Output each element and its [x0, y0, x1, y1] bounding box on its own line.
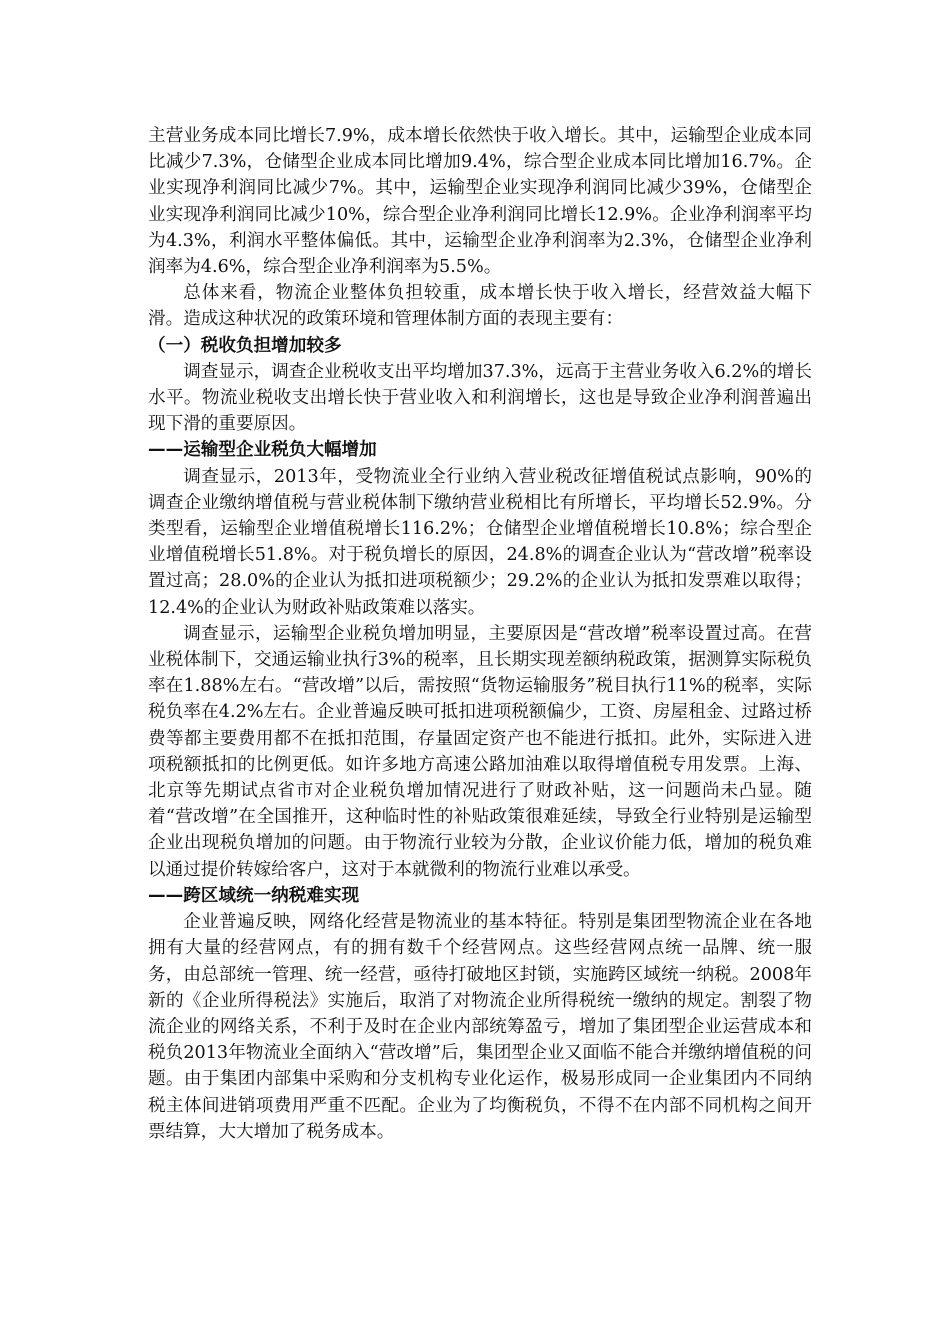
- section-heading-tax-burden: （一）税收负担增加较多: [148, 335, 342, 356]
- subheading-transport-tax: ——运输型企业税负大幅增加: [148, 440, 377, 461]
- document-page: [148, 123, 812, 1145]
- subheading-cross-region-tax: ——跨区域统一纳税难实现: [148, 885, 360, 906]
- paragraph-cost-profit: 主营业务成本同比增长7.9%，成本增长依然快于收入增长。其中，运输型企业成本同比减少7.3%，仓储型企业成本同比增加9.4%，综合型企业成本同比增加16.7%。企业实现净利润同比减少7%。其中，运输型企业实现净利润同比减少39%，仓储型企业实现净利润同比减少10%，综合型企业净利润同比增长12.9%。企业净利润率平均为4.3%，利润水平整体偏低。其中，运输型企业净利润率为2.3%，仓储型企业净利润率为4.6%，综合型企业净利润率为5.5%。: [148, 126, 812, 278]
- paragraph-overview: 总体来看，物流企业整体负担较重，成本增长快于收入增长，经营效益大幅下滑。造成这种状况的政策环境和管理体制方面的表现主要有：: [148, 283, 812, 330]
- paragraph-network-tax: 企业普遍反映，网络化经营是物流业的基本特征。特别是集团型物流企业在各地拥有大量的经营网点，有的拥有数千个经营网点。这些经营网点统一品牌、统一服务，由总部统一管理、统一经营，亟待打破地区封锁，实施跨区域统一纳税。2008年新的《企业所得税法》实施后，取消了对物流企业所得税统一缴纳的规定。割裂了物流企业的网络关系，不利于及时在企业内部统筹盈亏，增加了集团型企业运营成本和税负2013年物流业全面纳入“营改增”后，集团型企业又面临不能合并缴纳增值税的问题。由于集团内部集中采购和分支机构专业化运作，极易形成同一企业集团内不同纳税主体间进销项费用严重不匹配。企业为了均衡税负，不得不在内部不同机构之间开票结算，大大增加了税务成本。: [148, 912, 812, 1142]
- paragraph-tax-expenditure: 调查显示，调查企业税收支出平均增加37.3%，远高于主营业务收入6.2%的增长水平。物流业税收支出增长快于营业收入和利润增长，这也是导致企业净利润普遍出现下滑的重要原因。: [148, 361, 812, 435]
- paragraph-vat-survey: 调查显示，2013年，受物流业全行业纳入营业税改征增值税试点影响，90%的调查企业缴纳增值税与营业税体制下缴纳营业税相比有所增长，平均增长52.9%。分类型看，运输型企业增值税增长116.2%；仓储型企业增值税增长10.8%；综合型企业增值税增长51.8%。对于税负增长的原因，24.8%的调查企业认为“营改增”税率设置过高；28.0%的企业认为抵扣进项税额少；29.2%的企业认为抵扣发票难以取得；12.4%的企业认为财政补贴政策难以落实。: [148, 466, 812, 618]
- paragraph-transport-tax-reason: 调查显示，运输型企业税负增加明显，主要原因是“营改增”税率设置过高。在营业税体制下，交通运输业执行3%的税率，且长期实现差额纳税政策，据测算实际税负率在1.88%左右。“营改增”以后，需按照“货物运输服务”税目执行11%的税率，实际税负率在4.2%左右。企业普遍反映可抵扣进项税额偏少，工资、房屋租金、过路过桥费等都主要费用都不在抵扣范围，存量固定资产也不能进行抵扣。此外，实际进入进项税额抵扣的比例更低。如许多地方高速公路加油难以取得增值税专用发票。上海、北京等先期试点省市对企业税负增加情况进行了财政补贴，这一问题尚未凸显。随着“营改增”在全国推开，这种临时性的补贴政策很难延续，导致全行业特别是运输型企业出现税负增加的问题。由于物流行业较为分散，企业议价能力低，增加的税负难以通过提价转嫁给客户，这对于本就微利的物流行业难以承受。: [148, 623, 812, 880]
